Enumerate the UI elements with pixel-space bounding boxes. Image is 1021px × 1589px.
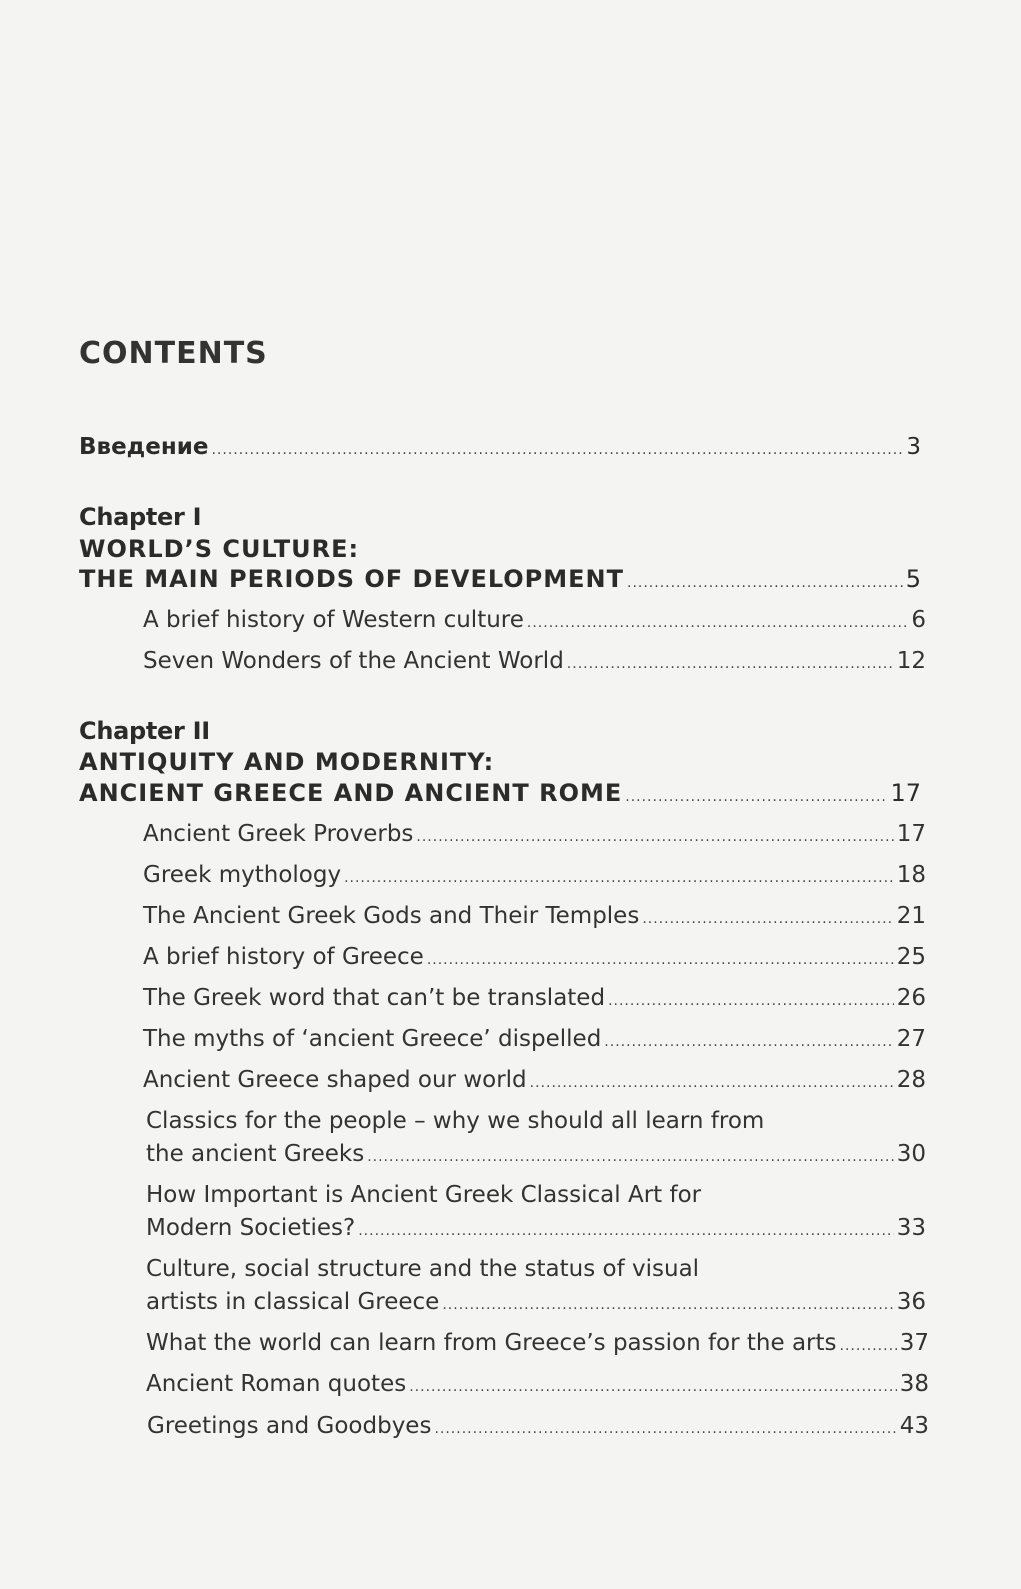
toc-entry-section[interactable] (143, 648, 926, 674)
dot-leader (427, 952, 894, 968)
dot-leader (527, 615, 908, 631)
toc-entry-label: Ancient Roman quotes (146, 1371, 407, 1397)
toc-entry-label: A brief history of Western culture (143, 607, 524, 633)
toc-entry-chapter-1[interactable] (79, 565, 921, 593)
toc-entry-section[interactable] (146, 1141, 926, 1167)
toc-page-number: 27 (896, 1026, 926, 1052)
chapter-1-title-line2: THE MAIN PERIODS OF DEVELOPMENT (79, 565, 624, 593)
toc-entry-label: the ancient Greeks (146, 1141, 365, 1167)
toc-page-number: 38 (899, 1371, 929, 1397)
toc-entry-label: What the world can learn from Greece’s passion for the arts (146, 1330, 837, 1356)
toc-page-number: 17 (896, 821, 926, 847)
toc-entry-section[interactable] (146, 1215, 926, 1241)
toc-entry-section[interactable] (143, 607, 926, 633)
toc-entry-label: The Ancient Greek Gods and Their Temples (143, 903, 640, 929)
toc-entry-label: Введение (79, 434, 209, 460)
dot-leader (442, 1297, 893, 1313)
toc-page-number: 36 (896, 1289, 926, 1315)
toc-entry-section[interactable] (143, 903, 926, 929)
dot-leader (416, 829, 893, 845)
toc-page-number: 5 (905, 565, 921, 593)
toc-entry-section[interactable] (143, 821, 926, 847)
toc-entry-section[interactable] (143, 1026, 926, 1052)
toc-entry-label: A brief history of Greece (143, 944, 424, 970)
toc-page-number: 26 (896, 985, 926, 1011)
toc-page-number: 28 (896, 1067, 926, 1093)
dot-leader (358, 1223, 894, 1239)
toc-page-number: 30 (896, 1141, 926, 1167)
toc-entry-section[interactable] (143, 1067, 926, 1093)
toc-entry-label: Seven Wonders of the Ancient World (143, 648, 564, 674)
toc-page-number: 18 (896, 862, 926, 888)
dot-leader (434, 1421, 896, 1437)
toc-page-number: 43 (899, 1413, 929, 1439)
toc-page-number: 33 (896, 1215, 926, 1241)
chapter-1-title-line1: WORLD’S CULTURE: (79, 535, 360, 563)
toc-page-number: 21 (896, 903, 926, 929)
toc-page-number: 3 (906, 434, 921, 460)
dot-leader (608, 993, 894, 1009)
dot-leader (530, 1075, 894, 1091)
toc-page-number: 6 (911, 607, 926, 633)
toc-entry-label: Ancient Greece shaped our world (143, 1067, 527, 1093)
toc-entry-label: The myths of ‘ancient Greece’ dispelled (143, 1026, 602, 1052)
dot-leader (642, 911, 893, 927)
toc-entry-intro[interactable] (79, 434, 921, 460)
toc-entry-section[interactable] (143, 985, 926, 1011)
toc-entry-section[interactable] (147, 1413, 929, 1439)
chapter-2-label: Chapter II (79, 717, 210, 745)
toc-entry-label: Modern Societies? (146, 1215, 356, 1241)
dot-leader (409, 1379, 897, 1395)
contents-heading: CONTENTS (79, 336, 268, 371)
toc-entry-label: Greetings and Goodbyes (147, 1413, 432, 1439)
toc-entry-label-line1: Classics for the people – why we should all learn from (146, 1108, 765, 1134)
chapter-2-title-line2: ANCIENT GREECE AND ANCIENT ROME (79, 779, 623, 807)
toc-entry-section[interactable] (143, 862, 926, 888)
toc-entry-label: artists in classical Greece (146, 1289, 440, 1315)
chapter-1-label: Chapter I (79, 503, 202, 531)
dot-leader (840, 1338, 897, 1354)
toc-entry-section[interactable] (146, 1289, 926, 1315)
toc-entry-label-line1: Culture, social structure and the status of visual (146, 1256, 700, 1282)
toc-page-number: 17 (890, 779, 921, 807)
toc-entry-label: Ancient Greek Proverbs (143, 821, 414, 847)
toc-entry-label: The Greek word that can’t be translated (143, 985, 606, 1011)
toc-entry-label-line1: How Important is Ancient Greek Classical Art for (146, 1182, 702, 1208)
toc-page-number: 37 (899, 1330, 929, 1356)
dot-leader (567, 656, 894, 672)
toc-page-number: 12 (896, 648, 926, 674)
dot-leader (604, 1034, 893, 1050)
dot-leader (211, 442, 903, 458)
chapter-2-title-line1: ANTIQUITY AND MODERNITY: (79, 748, 495, 776)
dot-leader (627, 575, 903, 591)
dot-leader (367, 1149, 894, 1165)
toc-entry-section[interactable] (146, 1330, 929, 1356)
toc-entry-chapter-2[interactable] (79, 779, 921, 807)
toc-entry-section[interactable] (143, 944, 926, 970)
dot-leader (625, 789, 887, 805)
toc-entry-label: Greek mythology (143, 862, 342, 888)
toc-entry-section[interactable] (146, 1371, 929, 1397)
toc-page-number: 25 (896, 944, 926, 970)
dot-leader (344, 870, 894, 886)
